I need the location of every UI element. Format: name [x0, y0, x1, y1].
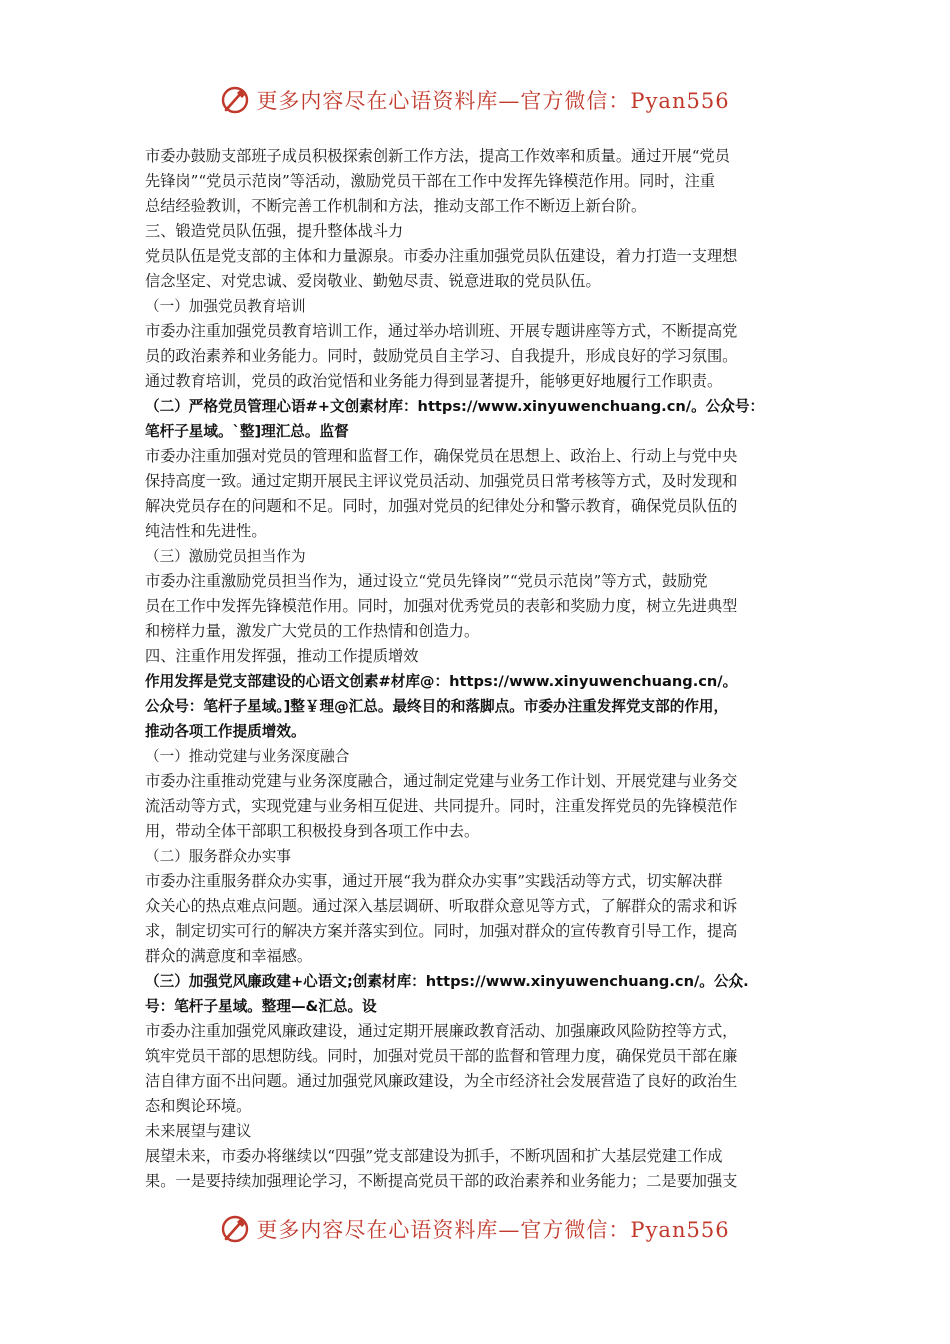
paragraph-line: 用，带动全体干部职工积极投身到各项工作中去。 [145, 822, 480, 840]
paragraph-line: 先锋岗”“党员示范岗”等活动，激励党员干部在工作中发挥先锋模范作用。同时，注重 [145, 172, 716, 190]
paragraph-line: 展望未来，市委办将继续以“四强”党支部建设为抓手，不断巩固和扩大基层党建工作成 [145, 1147, 723, 1165]
paragraph-line: 总结经验教训，不断完善工作机制和方法，推动支部工作不断迈上新台阶。 [145, 197, 647, 215]
paragraph-line: 笔杆子星域。`整]理汇总。监督 [145, 423, 349, 440]
paragraph-line: 推动各项工作提质增效。 [145, 723, 306, 740]
section-heading-line: （一）推动党建与业务深度融合 [145, 748, 350, 765]
paragraph-line: 态和舆论环境。 [145, 1097, 252, 1115]
paragraph-line: 信念坚定、对党忠诚、爱岗敬业、勤勉尽责、锐意进取的党员队伍。 [145, 272, 601, 290]
paragraph-line: 市委办注重激励党员担当作为，通过设立“党员先锋岗”“党员示范岗”等方式，鼓励党 [145, 572, 708, 590]
document-body [145, 144, 810, 1194]
watermark-text: 更多内容尽在心语资料库—官方微信：Pyan556 [256, 89, 730, 113]
section-heading-line: 三、锻造党员队伍强，提升整体战斗力 [145, 222, 404, 240]
paragraph-line: 果。一是要持续加强理论学习，不断提高党员干部的政治素养和业务能力；二是要加强支 [145, 1172, 738, 1190]
watermark-text: 更多内容尽在心语资料库—官方微信：Pyan556 [256, 1218, 730, 1242]
paragraph-line: 公众号：笔杆子星域。]整￥理@汇总。最终目的和落脚点。市委办注重发挥党支部的作用， [145, 698, 729, 715]
footer-watermark-banner [0, 1209, 950, 1249]
paragraph-line: （三）加强党风廉政建+心语文;创素材库：https://www.xinyuwenchuang.cn/。公众. [145, 973, 749, 990]
paragraph-line: 解决党员存在的问题和不足。同时，加强对党员的纪律处分和警示教育，确保党员队伍的 [145, 497, 738, 515]
paragraph-line: 保持高度一致。通过定期开展民主评议党员活动、加强党员日常考核等方式，及时发现和 [145, 472, 738, 490]
paragraph-line: 党员队伍是党支部的主体和力量源泉。市委办注重加强党员队伍建设，着力打造一支理想 [145, 247, 738, 265]
paragraph-line: 市委办注重加强党风廉政建设，通过定期开展廉政教育活动、加强廉政风险防控等方式， [145, 1022, 738, 1040]
paragraph-line: 市委办注重服务群众办实事，通过开展“我为群众办实事”实践活动等方式，切实解决群 [145, 872, 723, 890]
paragraph-line: 群众的满意度和幸福感。 [145, 947, 313, 965]
paragraph-line: 和榜样力量，激发广大党员的工作热情和创造力。 [145, 622, 480, 640]
pen-logo-icon [220, 85, 250, 115]
paragraph-line: 作用发挥是党支部建设的心语文创素#材库@：https://www.xinyuwenchuang.cn/。 [145, 673, 738, 690]
pen-logo-icon [220, 1214, 250, 1244]
paragraph-line: 市委办注重加强党员教育培训工作，通过举办培训班、开展专题讲座等方式，不断提高党 [145, 322, 738, 340]
paragraph-line: （二）严格党员管理心语#+文创素材库：https://www.xinyuwenchuang.cn/。公众号： [145, 398, 765, 415]
paragraph-line: 求，制定切实可行的解决方案并落实到位。同时，加强对群众的宣传教育引导工作，提高 [145, 922, 738, 940]
section-heading-line: 四、注重作用发挥强，推动工作提质增效 [145, 647, 419, 665]
paragraph-line: 市委办注重加强对党员的管理和监督工作，确保党员在思想上、政治上、行动上与党中央 [145, 447, 738, 465]
header-watermark-banner [0, 80, 950, 120]
section-heading-line: （二）服务群众办实事 [145, 848, 291, 865]
section-heading-line: （三）激励党员担当作为 [145, 548, 306, 565]
paragraph-line: 众关心的热点难点问题。通过深入基层调研、听取群众意见等方式，了解群众的需求和诉 [145, 897, 738, 915]
paragraph-line: 流活动等方式，实现党建与业务相互促进、共同提升。同时，注重发挥党员的先锋模范作 [145, 797, 738, 815]
paragraph-line: 员的政治素养和业务能力。同时，鼓励党员自主学习、自我提升，形成良好的学习氛围。 [145, 347, 738, 365]
paragraph-line: 市委办鼓励支部班子成员积极探索创新工作方法，提高工作效率和质量。通过开展“党员 [145, 147, 730, 165]
paragraph-line: 筑牢党员干部的思想防线。同时，加强对党员干部的监督和管理力度，确保党员干部在廉 [145, 1047, 738, 1065]
section-heading-line: 未来展望与建议 [145, 1122, 252, 1140]
paragraph-line: 洁自律方面不出问题。通过加强党风廉政建设，为全市经济社会发展营造了良好的政治生 [145, 1072, 738, 1090]
paragraph-line: 市委办注重推动党建与业务深度融合，通过制定党建与业务工作计划、开展党建与业务交 [145, 772, 738, 790]
paragraph-line: 号：笔杆子星域。整理—&汇总。设 [145, 998, 377, 1015]
paragraph-line: 纯洁性和先进性。 [145, 522, 267, 540]
paragraph-line: 员在工作中发挥先锋模范作用。同时，加强对优秀党员的表彰和奖励力度，树立先进典型 [145, 597, 738, 615]
paragraph-line: 通过教育培训，党员的政治觉悟和业务能力得到显著提升，能够更好地履行工作职责。 [145, 372, 723, 390]
section-heading-line: （一）加强党员教育培训 [145, 298, 306, 315]
